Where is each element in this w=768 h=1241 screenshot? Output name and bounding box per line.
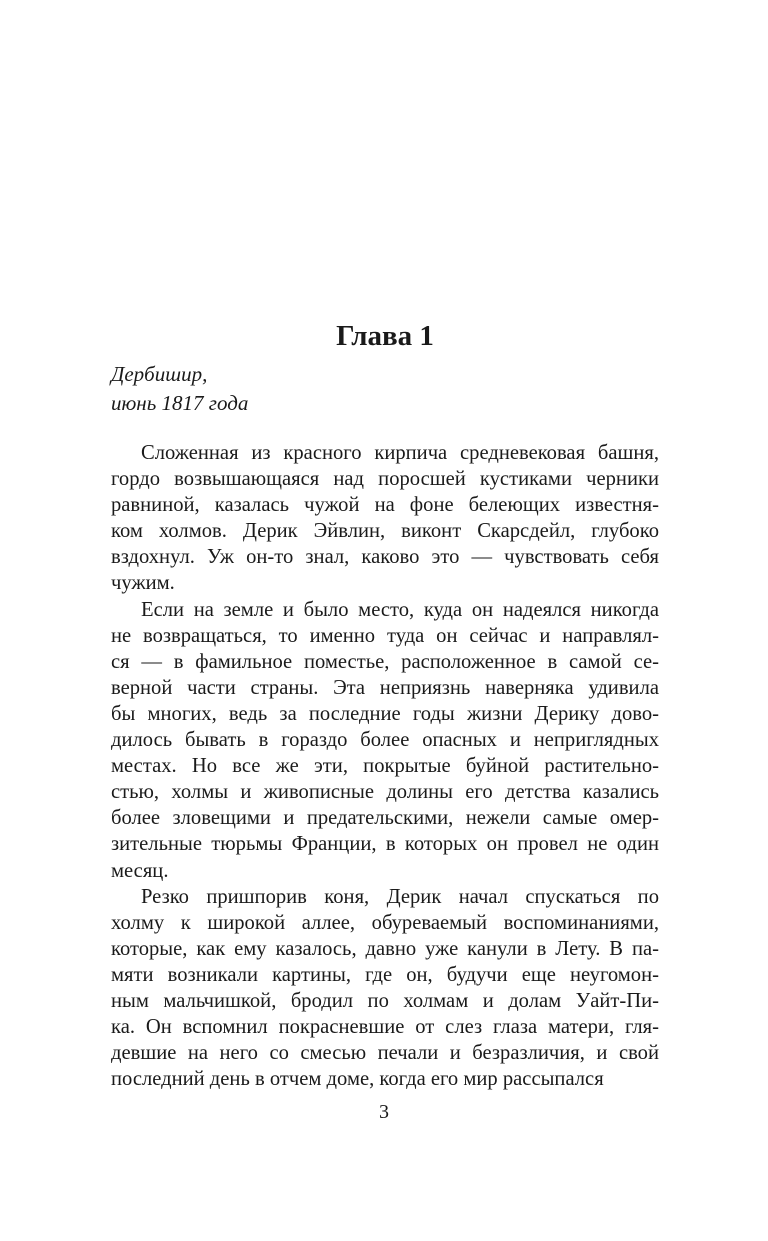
epigraph bbox=[111, 360, 659, 418]
text-line: холму к широкой аллее, обуреваемый воспоминаниями, bbox=[111, 911, 659, 934]
paragraph bbox=[111, 597, 659, 884]
text-line: Если на земле и было место, куда он надеялся никогда bbox=[141, 598, 659, 621]
epigraph-place: Дербишир, bbox=[111, 362, 208, 386]
text-line: вздохнул. Уж он-то знал, каково это — чувствовать себя bbox=[111, 546, 659, 569]
text-line: которые, как ему казалось, давно уже канули в Лету. В па- bbox=[111, 937, 659, 960]
body-text bbox=[111, 440, 659, 1092]
text-line: местах. Но все же эти, покрытые буйной растительно- bbox=[111, 755, 659, 778]
text-line: зительные тюрьмы Франции, в которых он провел не один bbox=[111, 833, 659, 856]
text-line: девшие на него со смесью печали и безразличия, и свой bbox=[111, 1042, 659, 1065]
text-line: ком холмов. Дерик Эйвлин, виконт Скарсдейл, глубоко bbox=[111, 520, 659, 543]
text-line: более зловещими и предательскими, нежели самые омер- bbox=[111, 807, 659, 830]
text-line: чужим. bbox=[111, 572, 175, 595]
epigraph-date: июнь 1817 года bbox=[111, 391, 249, 415]
text-line: ка. Он вспомнил покрасневшие от слез глаза матери, гля- bbox=[111, 1016, 659, 1039]
text-line: мяти возникали картины, где он, будучи еще неугомон- bbox=[111, 963, 659, 986]
text-line: Сложенная из красного кирпича средневековая башня, bbox=[141, 442, 659, 464]
page-number: 3 bbox=[379, 1101, 389, 1123]
text-line: Резко пришпорив коня, Дерик начал спускаться по bbox=[141, 885, 659, 908]
paragraph bbox=[111, 440, 659, 597]
chapter-title: Глава 1 bbox=[336, 320, 434, 352]
text-line: гордо возвышающаяся над поросшей кустиками черники bbox=[111, 468, 659, 491]
text-line: бы многих, ведь за последние годы жизни Дерику дово- bbox=[111, 702, 659, 725]
text-line: дилось бывать в гораздо более опасных и неприглядных bbox=[111, 729, 659, 752]
text-line: не возвращаться, то именно туда он сейчас и направлял- bbox=[111, 624, 659, 647]
text-line: ным мальчишкой, бродил по холмам и долам Уайт-Пи- bbox=[111, 989, 659, 1012]
text-line: верной части страны. Эта неприязнь наверняка удивила bbox=[111, 676, 659, 699]
paragraph bbox=[111, 884, 659, 1093]
text-line: равниной, казалась чужой на фоне белеющих известня- bbox=[111, 494, 659, 517]
text-line: стью, холмы и живописные долины его детства казались bbox=[111, 781, 659, 804]
text-line: месяц. bbox=[111, 859, 169, 882]
text-line: ся — в фамильное поместье, расположенное в самой се- bbox=[111, 650, 659, 673]
text-line: последний день в отчем доме, когда его мир рассыпался bbox=[111, 1068, 604, 1091]
book-page bbox=[111, 318, 659, 1092]
